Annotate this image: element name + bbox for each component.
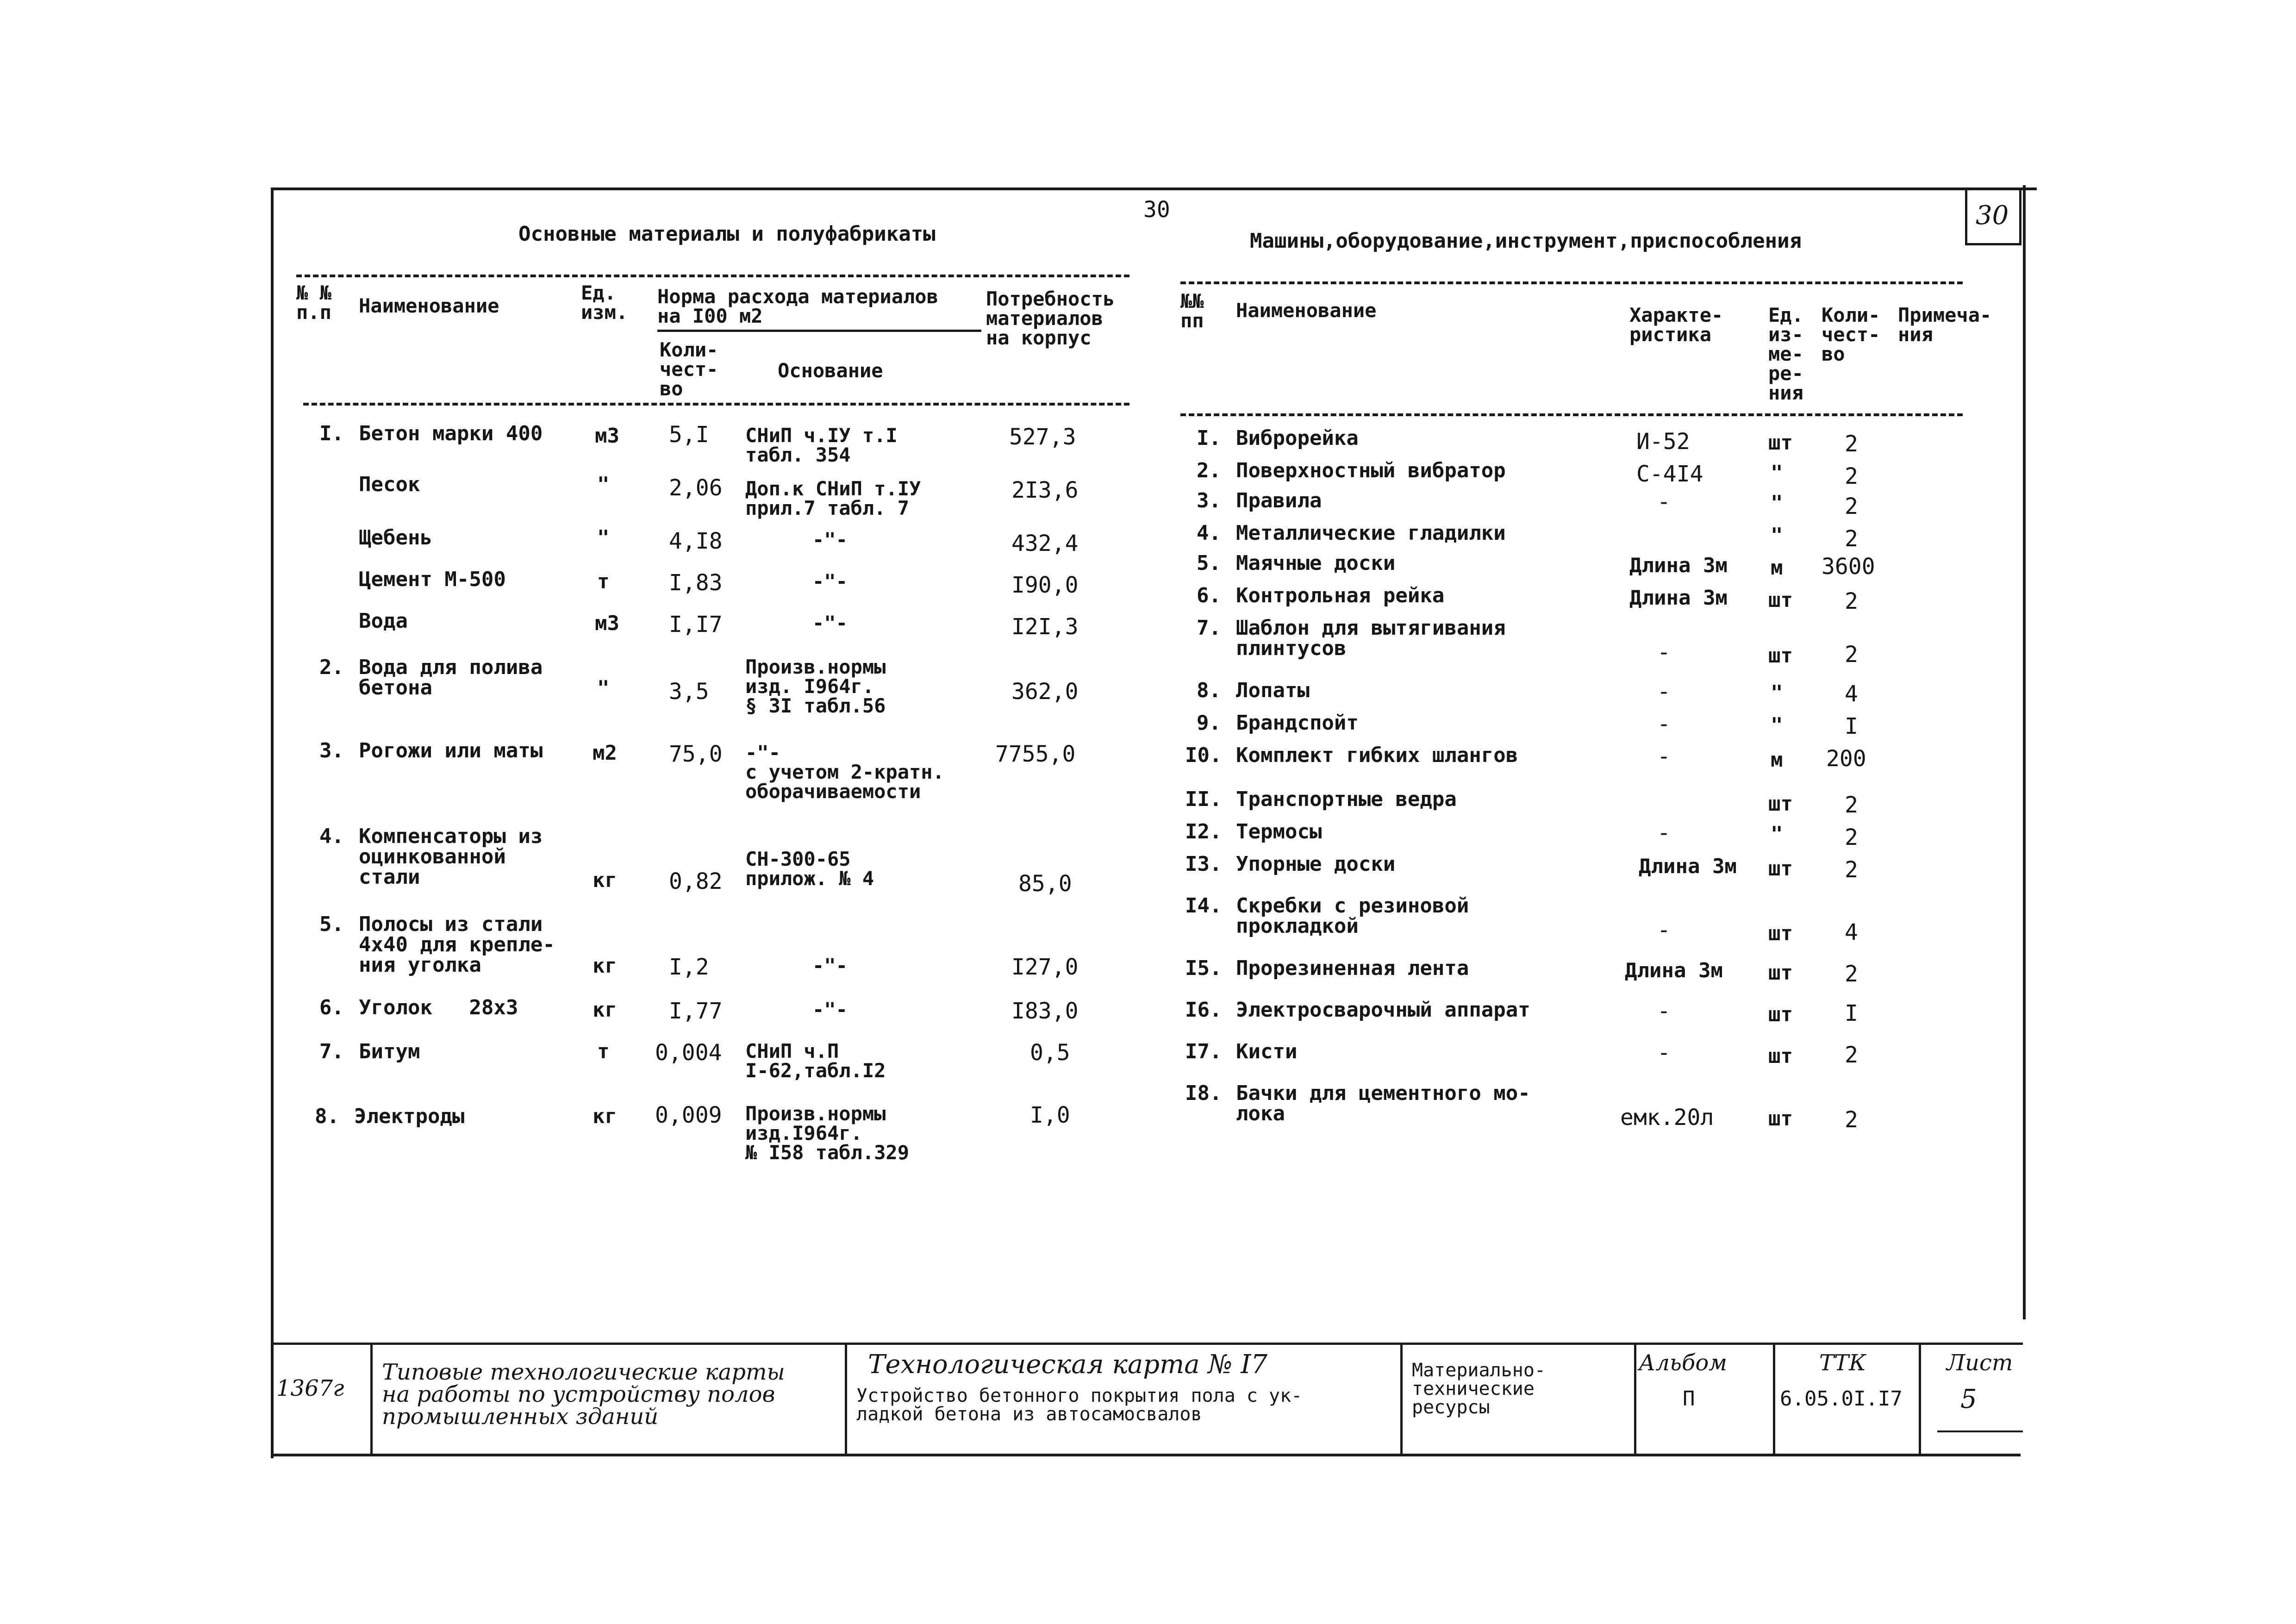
right-row-unit: " [1771,681,1783,705]
right-row-char: Длина 3м [1629,554,1728,577]
left-row-need: I27,0 [1011,954,1079,980]
right-row-qty: 3600 [1822,554,1875,580]
right-row-name: Прорезиненная лента [1236,956,1469,980]
right-header-qty: Коли- чест- во [1822,304,1880,365]
right-row-name: Скребки с резиновой прокладкой [1236,894,1469,938]
left-row-need: I90,0 [1011,572,1079,598]
title-block-divider-2 [845,1343,847,1454]
left-row-qty: 3,5 [669,679,709,705]
left-header-top-rule [296,275,1129,277]
right-row-qty: 2 [1845,526,1858,552]
right-row-name: Термосы [1236,820,1322,843]
right-row-name: Шаблон для вытягивания плинтусов [1236,616,1506,660]
left-row-qty: 75,0 [669,741,723,767]
left-row-name: Битум [359,1040,420,1063]
right-row-unit: шт [1768,588,1793,612]
right-section-title: Машины,оборудование,инструмент,приспособления [1250,229,1802,253]
left-row-need: 85,0 [1018,871,1072,897]
title-block-top-line [271,1343,2023,1345]
left-row-name: Вода для полива бетона [359,656,543,700]
right-row-unit: " [1771,822,1783,846]
left-row-qty: I,2 [669,954,709,980]
left-row-basis: Произв.нормы изд.I964г. № I58 табл.329 [745,1102,910,1164]
left-row-num: 8. [315,1105,339,1128]
left-row-unit: т [597,570,610,593]
frame-top-line [271,187,2037,190]
right-row-qty: 2 [1845,792,1858,818]
left-row-name: Электроды [354,1105,465,1128]
left-row-qty: I,I7 [669,612,723,637]
left-row-name: Уголок 28х3 [359,996,518,1019]
right-row-name: Лопаты [1236,679,1310,702]
left-row-qty: 0,004 [655,1040,722,1066]
right-row-name: Металлические гладилки [1236,521,1506,545]
right-row-qty: 2 [1845,857,1858,883]
frame-right-line [2023,185,2026,1319]
stamp-album-value: П [1683,1387,1695,1411]
right-row-name: Электросварочный аппарат [1236,998,1530,1022]
left-row-unit: кг [593,1105,617,1128]
right-header-num: №№ пп [1180,290,1204,332]
right-row-name: Комплект гибких шлангов [1236,743,1518,767]
left-row-unit: " [597,526,610,550]
left-row-qty: 0,82 [669,868,723,894]
right-row-num: I4. [1185,894,1222,918]
sheet-number-box-value: 30 [1976,200,2009,231]
left-row-name: Компенсаторы из оцинкованной стали [359,824,543,889]
title-block [271,1343,2023,1454]
right-row-num: 6. [1197,584,1221,607]
title-block-divider-5 [1773,1343,1775,1454]
right-header-name: Наименование [1236,299,1377,322]
right-row-name: Виброрейка [1236,426,1359,450]
sheet-number-box [1965,189,2021,245]
right-header-char: Характе- ристика [1629,304,1723,346]
left-row-basis: СНиП ч.IУ т.I табл. 354 [745,424,898,466]
left-row-name: Песок [359,473,420,496]
right-row-unit: шт [1768,644,1793,668]
right-row-num: 3. [1197,489,1221,512]
right-row-char: - [1657,820,1671,846]
right-row-num: I. [1197,426,1221,450]
title-block-divider-1 [370,1343,373,1454]
left-row-unit: кг [593,954,617,978]
right-row-num: I8. [1185,1081,1222,1105]
left-row-num: 5. [319,912,344,936]
right-row-unit: шт [1768,857,1793,881]
right-row-qty: 2 [1845,961,1858,987]
right-row-unit: " [1771,461,1783,485]
left-row-need: 362,0 [1011,679,1079,705]
left-row-name: Полосы из стали 4х40 для крепле- ния уголка [359,912,555,977]
right-row-char: Длина 3м [1639,855,1737,878]
left-header-norm-underline [657,330,981,332]
right-row-num: 5. [1197,551,1221,575]
left-row-basis: СН-300-65 прилож. № 4 [745,848,874,890]
left-row-need: I,0 [1030,1102,1070,1128]
right-row-unit: шт [1768,1107,1793,1131]
right-row-num: 7. [1197,616,1221,640]
left-row-name: Бетон марки 400 [359,422,543,445]
left-row-unit: " [597,473,610,496]
left-row-need: 7755,0 [995,741,1076,767]
right-row-unit: шт [1768,792,1793,816]
right-row-name: Транспортные ведра [1236,787,1457,811]
right-row-qty: 2 [1845,824,1858,850]
right-row-unit: шт [1768,922,1793,945]
right-row-num: I5. [1185,956,1222,980]
left-row-need: 2I3,6 [1011,477,1079,503]
right-row-num: II. [1185,787,1222,811]
left-header-bottom-rule [303,403,1129,406]
left-row-unit: кг [593,868,617,892]
right-row-unit: " [1771,524,1783,547]
right-row-name: Контрольная рейка [1236,584,1445,607]
left-row-need: 0,5 [1030,1040,1070,1066]
right-row-char: Длина 3м [1629,586,1728,610]
left-row-name: Щебень [359,526,432,550]
left-row-basis: -"- [812,998,848,1021]
left-row-name: Цемент М-500 [359,568,506,591]
right-row-unit: шт [1768,961,1793,985]
stamp-sheet-label: Лист [1947,1350,2013,1376]
left-row-basis: Произв.нормы изд. I964г. § 3I табл.56 [745,656,886,717]
left-section-title: Основные материалы и полуфабрикаты [518,222,936,246]
right-row-qty: 4 [1845,681,1858,707]
left-row-num: 6. [319,996,344,1019]
right-row-char: - [1657,679,1671,705]
stamp-album-label: Альбом [1639,1350,1728,1376]
left-row-num: 2. [319,656,344,679]
right-row-name: Поверхностный вибратор [1236,459,1506,482]
left-row-basis: -"- [812,570,848,593]
right-row-char: - [1657,917,1671,943]
right-row-char: - [1657,639,1671,665]
stamp-series-title: Типовые технологические карты на работы по устройству полов промышленных зданий [382,1359,785,1430]
right-row-qty: 2 [1845,642,1858,668]
right-row-qty: 2 [1845,588,1858,614]
right-row-num: I3. [1185,852,1222,876]
left-row-unit: м3 [595,612,619,635]
right-header-unit: Ед. из- ме- ре- ния [1768,304,1803,404]
left-row-basis: -"- с учетом 2-кратн. оборачиваемости [745,741,944,803]
right-header-top-rule [1180,281,1963,284]
left-row-basis: СНиП ч.П I-62,табл.I2 [745,1040,886,1082]
left-row-qty: 2,06 [669,475,723,501]
right-row-name: Упорные доски [1236,852,1396,876]
left-row-qty: 0,009 [655,1102,722,1128]
left-row-need: 432,4 [1011,531,1079,556]
title-block-divider-4 [1634,1343,1636,1454]
right-row-num: I7. [1185,1040,1222,1063]
right-row-name: Маячные доски [1236,551,1396,575]
right-row-name: Правила [1236,489,1322,512]
right-row-num: I2. [1185,820,1222,843]
left-row-unit: " [597,676,610,700]
left-row-unit: т [597,1040,610,1063]
right-row-char: - [1657,998,1671,1024]
stamp-sheet-value: 5 [1960,1384,1977,1414]
left-header-qty: Коли- чест- во [660,338,718,400]
right-row-unit: м [1771,748,1783,772]
left-header-name: Наименование [359,294,499,317]
right-row-char: С-4I4 [1636,461,1703,487]
right-row-unit: шт [1768,1003,1793,1026]
right-row-unit: м [1771,556,1783,580]
stamp-map-title: Технологическая карта № I7 [868,1349,1267,1380]
left-row-need: I83,0 [1011,998,1079,1024]
right-row-unit: " [1771,491,1783,515]
frame-bottom-line [271,1454,2021,1456]
title-block-divider-6 [1919,1343,1921,1454]
right-row-char: - [1657,743,1671,769]
right-row-qty: I [1845,1000,1858,1026]
right-row-char: - [1657,489,1671,515]
left-row-qty: 5,I [669,422,709,448]
left-row-qty: I,77 [669,998,723,1024]
frame-left-line [271,187,274,1458]
left-header-norm-group: Норма расхода материалов на I00 м2 [657,285,938,327]
left-header-unit: Ед. изм. [581,281,628,324]
left-row-num: I. [319,422,344,445]
left-row-qty: 4,I8 [669,528,723,554]
right-row-char: Длина 3м [1625,959,1723,982]
right-row-qty: I [1845,713,1858,739]
right-row-unit: шт [1768,431,1793,455]
right-row-qty: 2 [1845,1042,1858,1068]
left-row-unit: м3 [595,424,619,448]
left-row-basis: -"- [812,612,848,634]
right-row-char: емк.20л [1620,1105,1714,1131]
page-number-top: 30 [1143,197,1170,223]
left-row-need: I2I,3 [1011,614,1079,640]
right-row-qty: 200 [1826,746,1866,772]
right-row-name: Брандспойт [1236,711,1359,735]
stamp-year: 1367г [276,1375,344,1401]
left-header-basis: Основание [778,359,883,382]
right-row-qty: 2 [1845,493,1858,519]
right-row-char: И-52 [1636,429,1690,455]
stamp-ttk-value: 6.05.0I.I7 [1780,1387,1903,1411]
left-row-basis: -"- [812,954,848,977]
stamp-map-desc: Устройство бетонного покрытия пола с ук- ладкой бетона из автосамосвалов [856,1385,1303,1425]
right-row-num: 4. [1197,521,1221,545]
left-row-unit: м2 [593,741,617,765]
left-row-name: Вода [359,609,408,633]
left-header-need: Потребность материалов на корпус [986,287,1115,349]
left-row-num: 4. [319,824,344,848]
right-row-num: I6. [1185,998,1222,1022]
left-header-num: № № п.п [296,281,331,324]
right-row-num: 9. [1197,711,1221,735]
right-row-unit: " [1771,713,1783,737]
stamp-section: Материально- технические ресурсы [1412,1360,1546,1418]
right-row-qty: 2 [1845,431,1858,457]
right-row-num: 8. [1197,679,1221,702]
left-row-need: 527,3 [1009,424,1076,450]
right-row-unit: шт [1768,1044,1793,1068]
left-row-unit: кг [593,998,617,1022]
left-row-qty: I,83 [669,570,723,596]
title-block-mid-line [1937,1430,2023,1432]
right-row-qty: 4 [1845,919,1858,945]
left-row-num: 7. [319,1040,344,1063]
right-row-qty: 2 [1845,463,1858,489]
right-header-bottom-rule [1180,413,1963,416]
right-row-qty: 2 [1845,1107,1858,1133]
stamp-ttk-label: ТТК [1819,1350,1866,1376]
right-row-name: Кисти [1236,1040,1298,1063]
left-row-name: Рогожи или маты [359,739,543,762]
right-row-num: 2. [1197,459,1221,482]
left-row-num: 3. [319,739,344,762]
title-block-divider-3 [1400,1343,1403,1454]
right-row-char: - [1657,1040,1671,1066]
left-row-basis: -"- [812,528,848,551]
right-row-char: - [1657,711,1671,737]
right-header-note: Примеча- ния [1898,304,1992,346]
right-row-name: Бачки для цементного мо- лока [1236,1081,1530,1125]
left-row-basis: Доп.к СНиП т.IУ прил.7 табл. 7 [745,477,921,519]
right-row-num: I0. [1185,743,1222,767]
